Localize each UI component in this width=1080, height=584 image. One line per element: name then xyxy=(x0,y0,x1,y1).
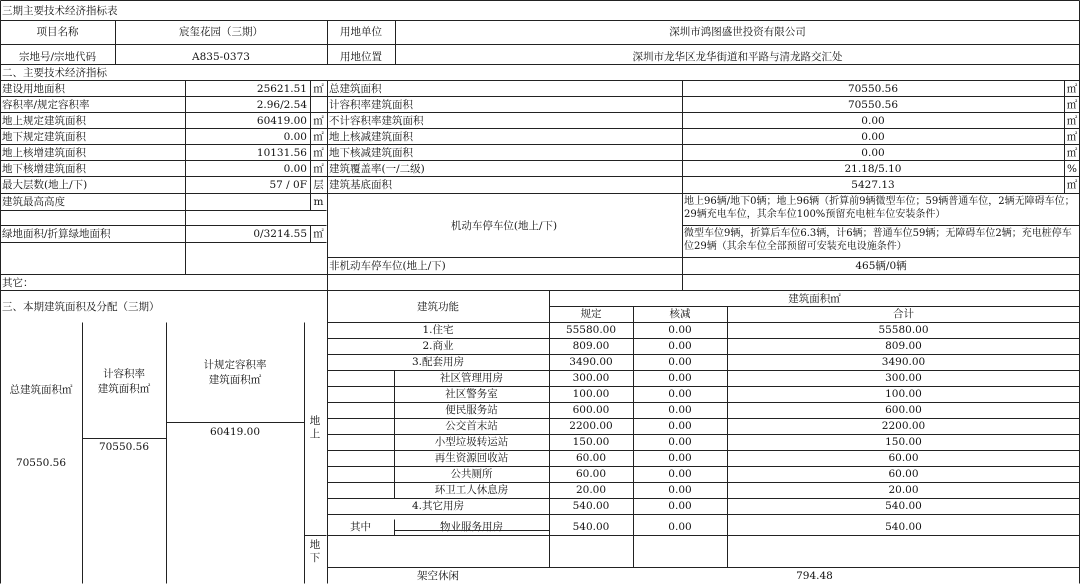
of-which-label: 其中 xyxy=(350,521,371,533)
total-area: 60.00 xyxy=(888,468,919,480)
total-area: 300.00 xyxy=(885,372,922,384)
function-name: 社区管理用房 xyxy=(440,372,503,384)
plan-area: 540.00 xyxy=(572,521,610,533)
indicator-unit: ㎡ xyxy=(313,131,324,143)
function-name: 物业服务用房 xyxy=(440,521,503,533)
reduce-area: 0.00 xyxy=(668,468,692,480)
indicator-value: 0.00 xyxy=(283,131,307,143)
indicator-value: 57 / 0F xyxy=(269,179,307,191)
indicator-label: 地下规定建筑面积 xyxy=(2,131,86,143)
indicator-label: 最大层数(地上/下) xyxy=(2,179,88,191)
plan-area: 540.00 xyxy=(572,500,610,512)
location-label: 用地位置 xyxy=(340,50,382,63)
indicator-unit: ㎡ xyxy=(1066,99,1078,111)
function-name: 便民服务站 xyxy=(445,404,498,416)
plan-area: 150.00 xyxy=(572,436,610,448)
parking-text-2: 微型车位9辆，折算后车位6.3辆，计6辆；普通车位59辆；无障碍车位2辆；充电桩停车位29辆（其余车位全部预留可安装充电设施条件） xyxy=(684,228,1072,252)
indicator-label: 地上核增建筑面积 xyxy=(2,147,86,159)
function-header: 建筑功能 xyxy=(417,300,459,313)
function-name: 3.配套用房 xyxy=(411,356,465,368)
indicator-label: 地上核减建筑面积 xyxy=(329,131,413,143)
section3-title: 三、本期建筑面积及分配（三期） xyxy=(2,300,160,313)
indicator-value: 60419.00 xyxy=(256,115,307,127)
above-ground-label: 地 上 xyxy=(309,415,321,440)
indicator-value: 25621.51 xyxy=(256,83,307,95)
indicator-unit xyxy=(310,97,327,113)
stilt-label: 架空休闲 xyxy=(417,570,459,582)
indicator-unit: 层 xyxy=(313,179,324,191)
reduce-area: 0.00 xyxy=(668,436,692,448)
indicator-label: 容积率/规定容积率 xyxy=(2,99,90,111)
plan-area: 20.00 xyxy=(575,484,607,496)
total-area: 60.00 xyxy=(888,452,919,464)
indicator-value: 2.96/2.54 xyxy=(256,99,307,111)
parcel-value: A835-0373 xyxy=(192,50,250,63)
area-header: 建筑面积㎡ xyxy=(788,292,841,305)
total-header: 合计 xyxy=(893,308,914,320)
function-name: 再生资源回收站 xyxy=(434,452,509,464)
green-value: 0/3214.55 xyxy=(253,228,307,240)
indicator-label: 建设用地面积 xyxy=(2,83,65,95)
plan-header: 规定 xyxy=(580,308,602,320)
indicator-value: 70550.56 xyxy=(847,99,899,111)
plan-area: 60.00 xyxy=(575,452,607,464)
plan-area: 100.00 xyxy=(572,388,610,400)
function-name: 1.住宅 xyxy=(422,324,454,336)
indicator-value: 0.00 xyxy=(861,115,885,127)
nonmotor-label: 非机动车停车位(地上/下) xyxy=(329,260,446,272)
plan-area: 3490.00 xyxy=(569,356,613,368)
parking-text-1: 地上96辆/地下0辆；地上96辆（折算前9辆微型车位；59辆普通车位，2辆无障碍车位；29辆充电车位，其余车位100%预留充电桩车位安装条件） xyxy=(684,196,1075,220)
section2-title: 二、主要技术经济指标 xyxy=(2,66,107,79)
total-area: 540.00 xyxy=(885,500,922,512)
indicator-value: 21.18/5.10 xyxy=(844,163,902,175)
total-area: 600.00 xyxy=(885,404,922,416)
indicator-value: 70550.56 xyxy=(847,83,899,95)
plan-area: 600.00 xyxy=(572,404,610,416)
function-name: 2.商业 xyxy=(422,340,454,352)
indicator-unit: ㎡ xyxy=(313,115,324,127)
indicator-unit: ㎡ xyxy=(1066,115,1078,127)
plan-area: 809.00 xyxy=(572,340,610,352)
plan-area: 2200.00 xyxy=(569,420,613,432)
total-area: 20.00 xyxy=(888,484,919,496)
total-area: 2200.00 xyxy=(881,420,926,432)
plan-area: 60.00 xyxy=(575,468,607,480)
plan-far-label: 计规定容积率 建筑面积㎡ xyxy=(203,359,267,386)
indicator-label: 不计容积率建筑面积 xyxy=(329,115,424,127)
indicator-label: 建筑基底面积 xyxy=(329,179,392,191)
other-label: 其它： xyxy=(2,276,34,289)
reduce-area: 0.00 xyxy=(668,372,692,384)
indicator-label: 建筑覆盖率(一/二级) xyxy=(329,163,425,175)
function-name: 社区警务室 xyxy=(445,388,498,400)
indicator-value: 0.00 xyxy=(861,147,885,159)
indicator-unit: ㎡ xyxy=(1066,179,1078,191)
reduce-area: 0.00 xyxy=(668,388,692,400)
sheet-title: 三期主要技术经济指标表 xyxy=(2,5,118,17)
plan-area: 300.00 xyxy=(572,372,610,384)
plan-far-value: 60419.00 xyxy=(209,426,261,438)
function-name: 4.其它用房 xyxy=(411,500,465,512)
indicator-label: 地下核减建筑面积 xyxy=(329,147,413,159)
indicator-unit: ㎡ xyxy=(1066,83,1078,95)
indicator-label: 地上规定建筑面积 xyxy=(2,115,86,127)
height-label: 建筑最高高度 xyxy=(2,196,65,208)
indicator-unit: ㎡ xyxy=(313,163,324,175)
project-name-value: 宸玺花园（三期） xyxy=(179,26,263,38)
reduce-area: 0.00 xyxy=(668,500,692,512)
indicator-unit: ㎡ xyxy=(313,147,324,159)
function-name: 环卫工人休息房 xyxy=(434,484,509,496)
far-area-value: 70550.56 xyxy=(98,441,150,453)
total-area: 150.00 xyxy=(885,436,922,448)
total-area: 809.00 xyxy=(885,340,922,352)
function-name: 公共厕所 xyxy=(450,468,493,480)
reduce-area: 0.00 xyxy=(668,452,692,464)
parking-label: 机动车停车位(地上/下) xyxy=(450,219,558,232)
stilt-value: 794.48 xyxy=(796,570,833,582)
reduce-area: 0.00 xyxy=(668,404,692,416)
indicator-value: 5427.13 xyxy=(851,179,895,191)
indicator-label: 计容积率建筑面积 xyxy=(329,99,413,111)
below-ground-label: 地 下 xyxy=(309,539,321,564)
indicator-unit: ㎡ xyxy=(313,83,324,95)
function-name: 公交首末站 xyxy=(445,420,498,432)
indicator-value: 0.00 xyxy=(861,131,885,143)
reduce-area: 0.00 xyxy=(668,340,692,352)
indicator-label: 总建筑面积 xyxy=(329,83,382,95)
land-user-value: 深圳市鸿图盛世投资有限公司 xyxy=(669,26,806,38)
reduce-header: 核减 xyxy=(669,308,691,320)
reduce-area: 0.00 xyxy=(668,521,692,533)
indicator-unit: ㎡ xyxy=(1066,147,1078,159)
parcel-label: 宗地号/宗地代码 xyxy=(18,50,97,63)
land-user-label: 用地单位 xyxy=(340,26,382,38)
total-area: 3490.00 xyxy=(881,356,926,368)
height-unit: m xyxy=(313,196,324,208)
nonmotor-value: 465辆/0辆 xyxy=(855,260,907,272)
reduce-area: 0.00 xyxy=(668,484,692,496)
indicator-unit: % xyxy=(1067,163,1077,175)
total-area: 55580.00 xyxy=(878,324,929,336)
green-label: 绿地面积/折算绿地面积 xyxy=(2,228,111,240)
total-area-label: 总建筑面积㎡ xyxy=(9,384,73,396)
far-area-label: 计容积率 建筑面积㎡ xyxy=(97,368,151,395)
indicator-label: 地下核增建筑面积 xyxy=(2,163,86,175)
total-area: 540.00 xyxy=(885,521,922,533)
reduce-area: 0.00 xyxy=(668,420,692,432)
location-value: 深圳市龙华区龙华街道和平路与清龙路交汇处 xyxy=(632,50,843,63)
indicator-value: 0.00 xyxy=(283,163,307,175)
reduce-area: 0.00 xyxy=(668,356,692,368)
total-area-value: 70550.56 xyxy=(15,457,67,469)
green-unit: ㎡ xyxy=(313,228,324,240)
total-area: 100.00 xyxy=(885,388,922,400)
project-name-label: 项目名称 xyxy=(36,26,79,38)
indicator-unit: ㎡ xyxy=(1066,131,1078,143)
plan-area: 55580.00 xyxy=(565,324,617,336)
indicator-value: 10131.56 xyxy=(256,147,307,159)
function-name: 小型垃圾转运站 xyxy=(434,436,509,448)
reduce-area: 0.00 xyxy=(668,324,692,336)
